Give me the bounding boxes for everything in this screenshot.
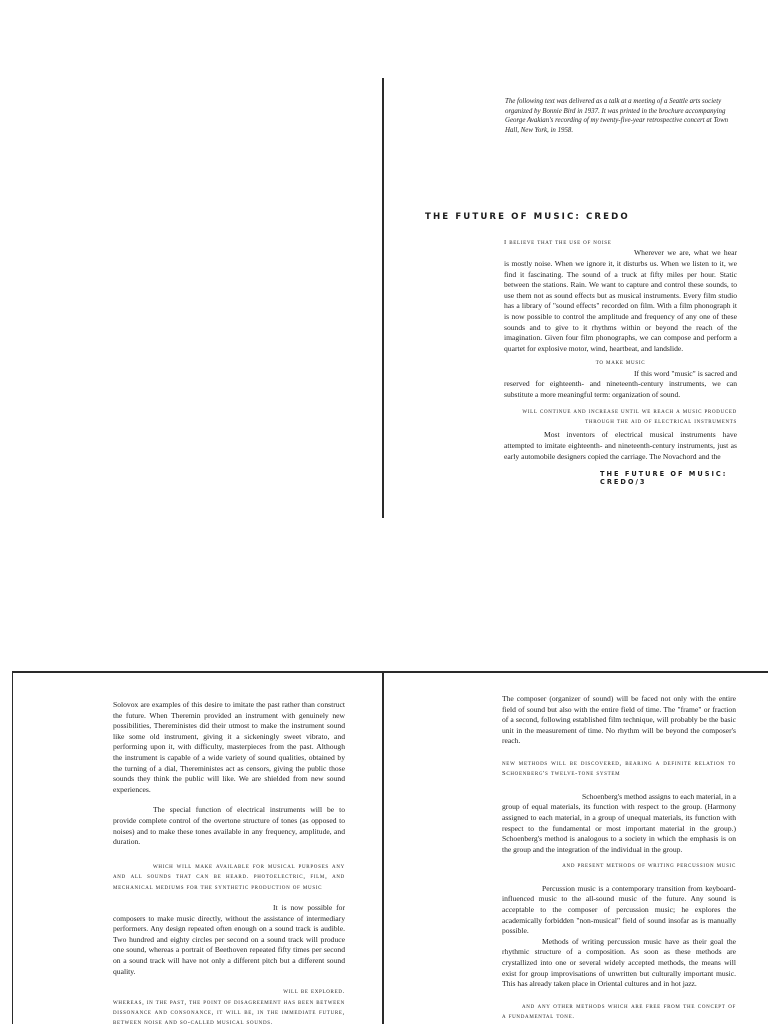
section-heading-make-music: to make music xyxy=(595,359,646,367)
heading-make-available: which will make available for musical purposes any and all sounds that can be heard. photoelectric, film, and mechanical mediums for the synthetic production of music xyxy=(113,862,345,891)
top-page-body xyxy=(504,238,737,462)
bottom-page-spine xyxy=(382,671,384,1024)
bottom-left-body xyxy=(113,700,345,1029)
section-heading-electrical: will continue and increase until we reach a music produced through the aid of electrical instruments xyxy=(522,407,737,425)
bottom-page-top-edge xyxy=(12,671,768,673)
paragraph-writing-methods: Methods of writing percussion music have as their goal the rhythmic structure of a composition. As soon as these methods are crystallized into one or several widely accepted methods, the means will exist for group improvisations of unwritten but culturally important music. This has already taken place in Oriental cultures and in hot jazz. xyxy=(502,936,736,989)
section-body-electrical: Most inventors of electrical musical instruments have attempted to imitate eighteenth- and nineteenth-century instruments, just as early automobile designers copied the carriage. The Novachord and the xyxy=(504,430,737,461)
paragraph-percussion-music: Percussion music is a contemporary transition from keyboard-influenced music to the all-sound music of the future. Any sound is acceptable to the composer of percussion music; he explores the academically forbidden "non-musical" field of sound insofar as is manually possible. xyxy=(502,883,736,936)
top-page-spine xyxy=(382,78,384,518)
heading-whereas: whereas, in the past, the point of disagreement has been between dissonance and consonance, it will be, in the immediate future, between noise and so-called musical sounds. xyxy=(113,998,345,1027)
heading-new-methods: new methods will be discovered, bearing a definite relation to Schoenberg's twelve-tone system xyxy=(502,759,736,778)
paragraph-schoenberg: Schoenberg's method assigns to each material, in a group of equal materials, its function with respect to the group. (Harmony assigned to each material, in a group of unequal materials, its function with respect to the fundamental or most important material in the group.) Schoenberg's method is analogous to a society in which the emphasis is on the group and the integration of the individual in the group. xyxy=(502,791,736,854)
section-body-make-music: If this word "music" is sacred and reserved for eighteenth- and nineteenth-century instruments, we can substitute a more meaningful term: organization of sound. xyxy=(504,368,737,399)
running-footer: THE FUTURE OF MUSIC: CREDO/3 xyxy=(600,470,728,486)
intro-note: The following text was delivered as a talk at a meeting of a Seattle arts society organized by Bonnie Bird in 1937. It was printed in the brochure accompanying George Avakian's recording of my twenty-five-year retrospective concert at Town Hall, New York, in 1958. xyxy=(505,98,729,134)
bottom-right-body xyxy=(502,694,736,1023)
section-heading-noise: I believe that the use of noise xyxy=(504,239,612,246)
essay-title: THE FUTURE OF MUSIC: CREDO xyxy=(425,212,630,222)
bottom-left-edge xyxy=(12,671,13,1024)
paragraph-solovox: Solovox are examples of this desire to imitate the past rather than construct the future. When Theremin provided an instrument with genuinely new possibilities, Thereministes did their utmost to make the instrument sound like some old instrument, giving it a sickeningly sweet vibrato, and performing upon it, with difficulty, masterpieces from the past. Although the instrument is capable of a wide variety of sound qualities, obtained by the turning of a dial, Thereministes act as censors, giving the public those sounds they think the public will like. We are shielded from new sound experiences. xyxy=(113,700,345,794)
section-body-noise: Wherever we are, what we hear is mostly noise. When we ignore it, it disturbs us. When we listen to it, we find it fascinating. The sound of a truck at fifty miles per hour. Static between the stations. Rain. We want to capture and control these sounds, to use them not as sound effects but as musical instruments. Every film studio has a library of "sound effects" recorded on film. With a film phonograph it is now possible to control the amplitude and frequency of any one of these sounds and to give to it rhythms within or beyond the reach of the imagination. Given four film phonographs, we can compose and perform a quartet for explosive motor, wind, heartbeat, and landslide. xyxy=(504,248,737,353)
paragraph-now-possible: It is now possible for composers to make music directly, without the assistance of intermediary performers. Any design repeated often enough on a sound track is audible. Two hundred and eighty circles per second on a sound track will produce one sound, whereas a portrait of Beethoven repeated fifty times per second on a sound track will have not only a different pitch but a different sound quality. xyxy=(113,902,345,976)
heading-fundamental-tone: and any other methods which are free from the concept of a fundamental tone. xyxy=(502,1002,736,1021)
paragraph-composer: The composer (organizer of sound) will be faced not only with the entire field of sound but also with the entire field of time. The "frame" or fraction of a second, following established film technique, will probably be the basic unit in the measurement of time. No rhythm will be beyond the composer's reach. xyxy=(502,694,736,746)
heading-will-be-explored: will be explored. xyxy=(283,988,345,996)
paragraph-special-function: The special function of electrical instruments will be to provide complete control of the overtone structure of tones (as opposed to noises) and to make these tones available in any frequency, amplitude, and duration. xyxy=(113,805,345,847)
heading-percussion-methods: and present methods of writing percussion music xyxy=(562,862,736,870)
